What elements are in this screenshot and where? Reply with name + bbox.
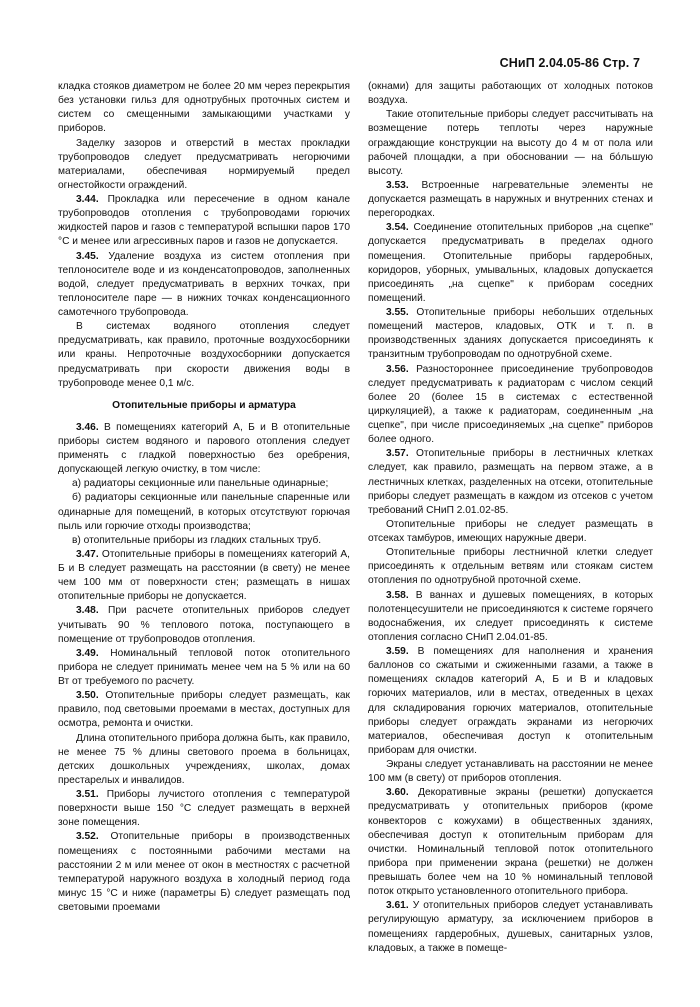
- paragraph-text: в) отопительные приборы из гладких стальных труб.: [72, 534, 322, 546]
- clause-number: 3.54.: [386, 222, 409, 234]
- paragraph-text: Встроенные нагревательные элементы не допускается размещать в наружных и внутренних стенах и перегородках.: [368, 179, 653, 220]
- paragraph-text: Отопительные приборы лестничной клетки следует присоединять к отдельным ветвям или стоякам систем отопления по однотрубной проточной схеме.: [368, 547, 653, 587]
- paragraph: [58, 647, 350, 689]
- paragraph: [368, 899, 653, 956]
- left-column: [58, 80, 350, 915]
- clause-number: 3.53.: [386, 179, 409, 191]
- paragraph: [368, 546, 653, 588]
- clause-number: 3.60.: [386, 787, 409, 799]
- paragraph: [368, 518, 653, 546]
- clause-number: 3.50.: [76, 690, 99, 702]
- paragraph: [58, 80, 350, 137]
- paragraph: [58, 689, 350, 731]
- paragraph-text: Отопительные приборы небольших отдельных помещений мастеров, кладовых, ОТК и т. п. в производственных зданиях допускается присоединять к транзитным трубопроводам по однотрубной схеме.: [368, 307, 653, 361]
- paragraph: [58, 830, 350, 915]
- right-column: [368, 80, 653, 956]
- paragraph: [368, 221, 653, 306]
- clause-number: 3.47.: [76, 548, 99, 560]
- paragraph-text: б) радиаторы секционные или панельные спаренные или одинарные для помещений, в которых отсутствуют горючая пыль или горючие отходы производства;: [58, 492, 350, 532]
- paragraph-text: В помещениях категорий А, Б и В отопительные приборы систем водяного и парового отопления следует применять с гладкой поверхностью без оребрения, допускающей легкую очистку, в том числе:: [58, 421, 350, 476]
- list-item: [58, 491, 350, 533]
- paragraph-text: Экраны следует устанавливать на расстоянии не менее 100 мм (в свету) от приборов отопления.: [368, 759, 653, 785]
- paragraph-text: В ваннах и душевых помещениях, в которых полотенцесушители не присоединяются к системе горячего водоснабжения, их следует присоединять к системе отопления согласно СНиП 2.04.01-85.: [368, 589, 653, 643]
- paragraph: [58, 548, 350, 605]
- paragraph-text: Отопительные приборы не следует размещать в отсеках тамбуров, имеющих наружные двери.: [368, 518, 653, 544]
- clause-number: 3.58.: [386, 589, 409, 601]
- clause-number: 3.49.: [76, 647, 99, 659]
- section-heading: Отопительные приборы и арматура: [112, 399, 296, 411]
- paragraph-text: Отопительные приборы в лестничных клетках следует, как правило, размещать на первом этаже, а в лестничных клетках, разделенных на отсеки, отопительные приборы следует размещать в каждом из отсеков с учетом требований СНиП 2.01.02-85.: [368, 448, 653, 516]
- paragraph-text: Соединение отопительных приборов „на сцепке" допускается предусматривать в пределах одного помещения. Отопительные приборы гардеробных, коридоров, уборных, умывальных, кладовых допускается присоединять „на сцепке" к приборам соседних помещений.: [368, 222, 653, 304]
- paragraph-text: Отопительные приборы в помещениях категорий А, Б и В следует размещать на расстоянии (в свету) не менее чем 100 мм от поверхности стен; размещать в нишах отопительные приборы не допускается.: [58, 548, 350, 603]
- paragraph-text: При расчете отопительных приборов следует учитывать 90 % теплового потока, поступающего в помещение от трубопроводов отопления.: [58, 605, 350, 645]
- paragraph: [58, 137, 350, 194]
- paragraph: [58, 788, 350, 830]
- paragraph-text: Отопительные приборы следует размещать, как правило, под световыми проемами в местах, доступных для осмотра, ремонта и очистки.: [58, 690, 350, 730]
- paragraph: [368, 786, 653, 899]
- clause-number: 3.46.: [76, 421, 99, 433]
- paragraph: [368, 108, 653, 179]
- paragraph: [368, 179, 653, 221]
- paragraph: [368, 447, 653, 518]
- clause-number: 3.56.: [386, 363, 409, 375]
- paragraph-text: Декоративные экраны (решетки) допускается предусматривать у отопительных приборов (кроме конвекторов с кожухами) в общественных зданиях, обеспечивая доступ к отопительным приборам для очистки. Номинальный тепловой поток отопительного прибора при применении экрана (решетки) не должен превышать более чем на 10 % номинальный тепловой поток открыто установленного отопительного прибора.: [368, 787, 653, 898]
- paragraph: [58, 250, 350, 321]
- running-head: СНиП 2.04.05-86 Стр. 7: [499, 56, 640, 70]
- clause-number: 3.44.: [76, 194, 99, 205]
- paragraph-text: Номинальный тепловой поток отопительного прибора не следует принимать менее чем на 5 % или на 60 Вт от требуемого по расчету.: [58, 647, 350, 687]
- paragraph: [368, 363, 653, 448]
- paragraph-text: Отопительные приборы в производственных помещениях с постоянными рабочими местами на расстоянии 2 м или менее от окон в местностях с расчетной температурой наружного воздуха в холодный период года минус 15 °С и ниже (параметры Б) следует размещать под световыми проемами: [58, 831, 350, 913]
- paragraph-text: В помещениях для наполнения и хранения баллонов со сжатыми и сжиженными газами, а также в помещениях складов категорий А, Б и В и кладовых горючих материалов, или в местах, отведенных в цехах для складирования горючих материалов, отопительные приборы следует ограждать экранами из негорючих материалов, обеспечивая доступ к отопительным приборам для очистки.: [368, 646, 653, 756]
- clause-number: 3.52.: [76, 831, 99, 843]
- list-item: [58, 534, 350, 548]
- paragraph: [58, 193, 350, 250]
- paragraph: [58, 604, 350, 646]
- paragraph-text: Разностороннее присоединение трубопроводов следует предусматривать к радиаторам с числом секций более 20 (более 15 в системах с естественной циркуляцией), а также к радиаторам, соединенным „на сцепке", при числе присоединяемых „на сцепке" приборов более одного.: [368, 363, 653, 446]
- paragraph-text: У отопительных приборов следует устанавливать регулирующую арматуру, за исключением приборов в помещениях гардеробных, душевых, санитарных узлов, кладовых, а также в помеще-: [368, 900, 653, 954]
- paragraph-text: Прокладка или пересечение в одном канале трубопроводов отопления с трубопроводами горючих жидкостей паров и газов с температурой вспышки паров 170 °С и менее или агрессивных паров и газов не допускается.: [58, 194, 350, 248]
- list-item: [58, 477, 350, 491]
- clause-number: 3.55.: [386, 307, 409, 318]
- clause-number: 3.59.: [386, 646, 409, 657]
- paragraph: [368, 306, 653, 363]
- paragraph-text: В системах водяного отопления следует предусматривать, как правило, проточные воздухосборники или краны. Непроточные воздухосборники допускается предусматривать при скорости движения воды в трубопроводе менее 0,1 м/с.: [58, 321, 350, 389]
- clause-number: 3.48.: [76, 605, 99, 617]
- paragraph-text: Такие отопительные приборы следует рассчитывать на возмещение потерь теплоты через наружные ограждающие конструкции на высоту до 4 м от пола или рабочей площадки, а при обосновании — на бо́льшую высоту.: [368, 109, 653, 177]
- paragraph-text: Приборы лучистого отопления с температурой поверхности выше 150 °С следует размещать в верхней зоне помещения.: [58, 789, 350, 829]
- paragraph: [58, 732, 350, 789]
- paragraph: [368, 80, 653, 108]
- paragraph-text: Удаление воздуха из систем отопления при теплоносителе воде и из конденсатопроводов, заполненных водой, следует предусматривать в верхних точках, при теплоносителе паре — в нижних точках конденсационного самотечного трубопровода.: [58, 250, 350, 318]
- paragraph: [58, 320, 350, 391]
- paragraph-text: Заделку зазоров и отверстий в местах прокладки трубопроводов следует предусматривать негорючими материалами, обеспечивая нормируемый предел огнестойкости ограждений.: [58, 137, 350, 191]
- clause-number: 3.45.: [76, 250, 99, 262]
- paragraph: [368, 589, 653, 646]
- paragraph-text: (окнами) для защиты работающих от холодных потоков воздуха.: [368, 81, 653, 107]
- paragraph-text: Длина отопительного прибора должна быть, как правило, не менее 75 % длины светового проема в больницах, детских дошкольных учреждениях, школах, домах престарелых и инвалидов.: [58, 732, 350, 786]
- paragraph: [368, 645, 653, 758]
- clause-number: 3.57.: [386, 448, 409, 460]
- paragraph-text: кладка стояков диаметром не более 20 мм через перекрытия без установки гильз для однотрубных проточных систем и систем со смещенными замыкающими участками у приборов.: [58, 81, 350, 135]
- paragraph-text: а) радиаторы секционные или панельные одинарные;: [72, 478, 329, 490]
- clause-number: 3.61.: [386, 900, 409, 912]
- paragraph: [58, 421, 350, 478]
- paragraph: [368, 758, 653, 786]
- clause-number: 3.51.: [76, 789, 99, 800]
